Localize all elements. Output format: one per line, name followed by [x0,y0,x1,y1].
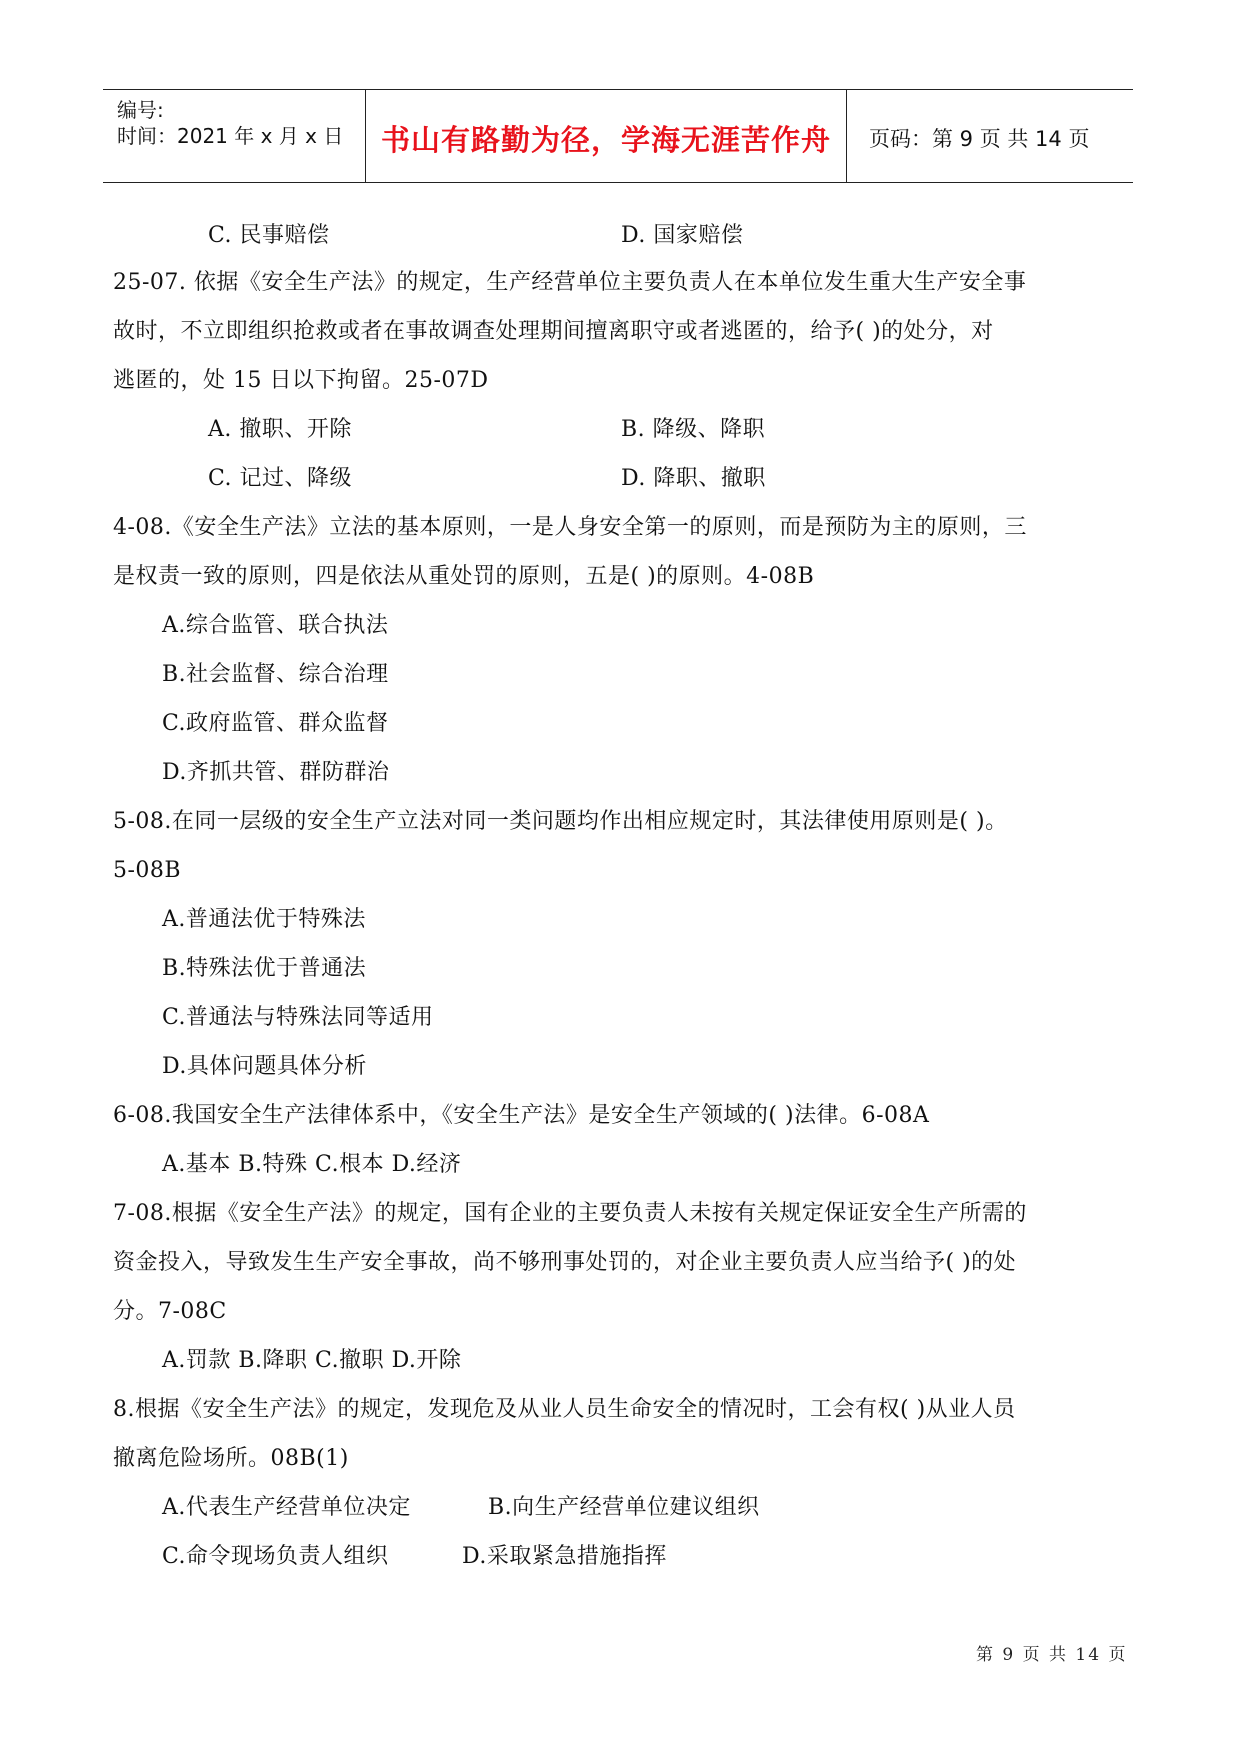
question-text: 撤离危险场所。08B(1) [113,1446,349,1471]
option-b: B.向生产经营单位建议组织 [488,1495,760,1520]
question-text: 5-08.在同一层级的安全生产立法对同一类问题均作出相应规定时，其法律使用原则是( )。 [113,809,1008,834]
option-d: D.采取紧急措施指挥 [462,1544,667,1569]
option-b: B.特殊法优于普通法 [162,956,367,981]
question-text: 逃匿的，处 15 日以下拘留。25-07D [113,368,489,393]
options-row: A.罚款 B.降职 C.撤职 D.开除 [162,1348,462,1373]
option-b: B.社会监督、综合治理 [162,662,389,687]
serial-label: 编号: [117,98,164,122]
question-text: 是权责一致的原则，四是依法从重处罚的原则，五是( )的原则。4-08B [113,564,815,589]
option-d: D. 国家赔偿 [621,223,744,248]
option-d: D.齐抓共管、群防群治 [162,760,390,785]
page-header [103,89,1133,183]
option-d: D. 降职、撤职 [621,466,766,491]
option-d: D.具体问题具体分析 [162,1054,367,1079]
header-page-cell [847,90,1133,182]
question-text: 分。7-08C [113,1299,227,1324]
question-text: 故时，不立即组织抢救或者在事故调查处理期间擅离职守或者逃匿的，给予( )的处分，对 [113,319,994,344]
options-row: A.基本 B.特殊 C.根本 D.经济 [162,1152,462,1177]
question-text: 6-08.我国安全生产法律体系中，《安全生产法》是安全生产领域的( )法律。6-08A [113,1103,930,1128]
page-footer: 第 9 页 共 14 页 [976,1645,1128,1665]
header-motto-cell [366,90,847,182]
question-text: 5-08B [113,858,182,883]
time-label: 时间：2021 年 x 月 x 日 [117,124,344,148]
option-c: C.命令现场负责人组织 [162,1544,389,1569]
option-c: C.普通法与特殊法同等适用 [162,1005,434,1030]
option-a: A. 撤职、开除 [208,417,352,442]
motto: 书山有路勤为径，学海无涯苦作舟 [380,123,831,157]
option-b: B. 降级、降职 [621,417,766,442]
option-c: C.政府监管、群众监督 [162,711,389,736]
question-text: 8.根据《安全生产法》的规定，发现危及从业人员生命安全的情况时，工会有权( )从业人员 [113,1397,1016,1422]
question-text: 7-08.根据《安全生产法》的规定，国有企业的主要负责人未按有关规定保证安全生产所需的 [113,1201,1027,1226]
option-c: C. 记过、降级 [208,466,353,491]
question-text: 资金投入，导致发生生产安全事故，尚不够刑事处罚的，对企业主要负责人应当给予( )的处 [113,1250,1017,1275]
option-a: A.普通法优于特殊法 [162,907,366,932]
option-c: C. 民事赔偿 [208,223,330,248]
question-text: 4-08.《安全生产法》立法的基本原则，一是人身安全第一的原则，而是预防为主的原则，三 [113,515,1027,540]
header-meta-cell [103,90,366,182]
option-a: A.代表生产经营单位决定 [162,1495,411,1520]
page-code: 页码：第 9 页 共 14 页 [869,127,1090,151]
question-text: 25-07. 依据《安全生产法》的规定，生产经营单位主要负责人在本单位发生重大生产安全事 [113,270,1027,295]
option-a: A.综合监管、联合执法 [162,613,389,638]
